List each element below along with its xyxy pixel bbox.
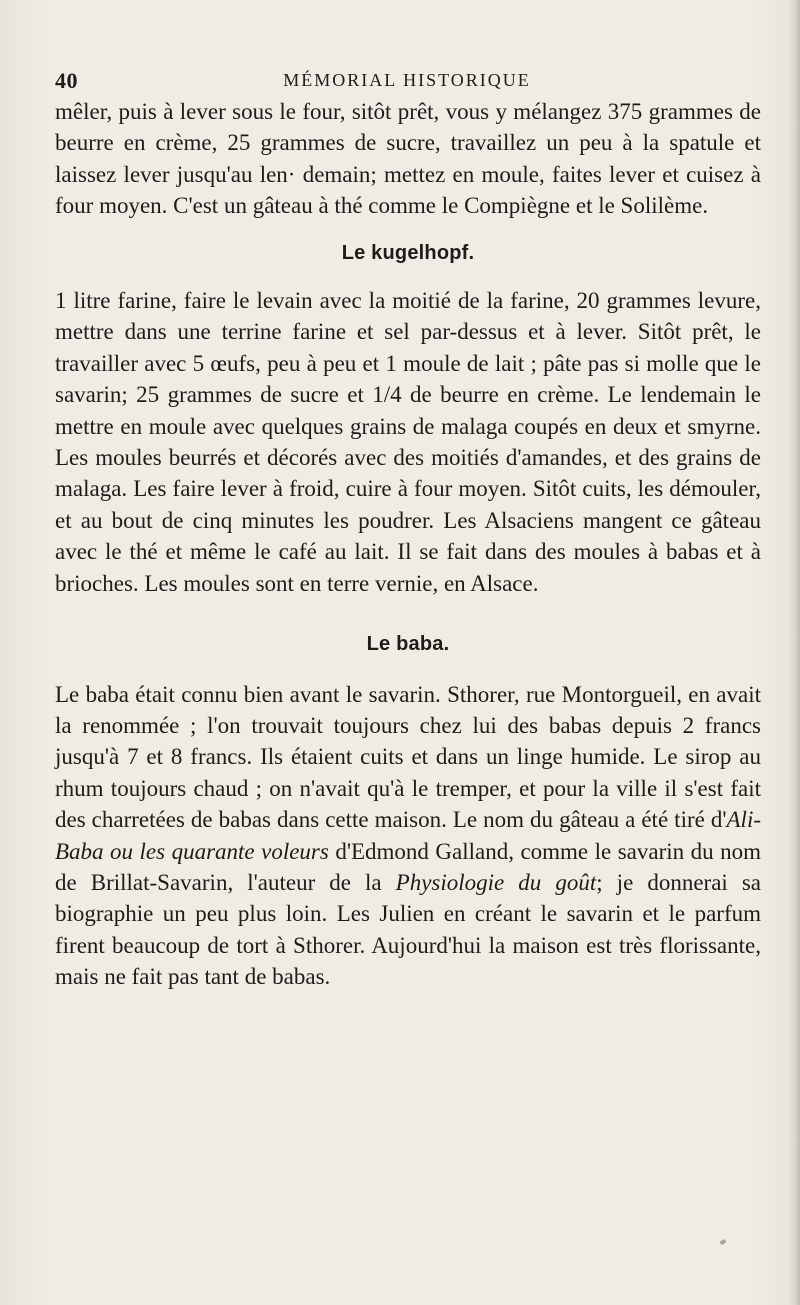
page-number: 40 — [55, 68, 78, 93]
running-title: MÉMORIAL HISTORIQUE — [283, 70, 531, 90]
baba-text-part2: d'Edmond Galland, comme le savarin du nom de Brillat-Savarin, l'auteur de la — [55, 838, 762, 895]
baba-paragraph — [55, 679, 761, 993]
italic-title-ali-baba: Ali-Baba ou les quarante voleurs — [55, 807, 761, 864]
page-header — [55, 68, 759, 98]
italic-title-physiologie: Physiologie du goût — [395, 869, 597, 895]
page-edge-shadow — [788, 0, 800, 1305]
body-text — [55, 96, 761, 993]
kugelhopf-paragraph: 1 litre farine, faire le levain avec la moitié de la farine, 20 grammes levure, mettre dans une terrine farine et sel par-dessus et à lever. Sitôt prêt, le travailler avec 5 œufs, peu à peu et 1 moule de lait ; pâte pas si molle que le savarin; 25 grammes de sucre et 1/4 de beurre en crème. Le lendemain le mettre en moule avec quelques grains de malaga coupés en deux et smyrne. Les moules beurrés et décorés avec des moitiés d'amandes, et des grains de malaga. Les faire lever à froid, cuire à four moyen. Sitôt cuits, les démouler, et au bout de cinq minutes les poudrer. Les Alsaciens mangent ce gâteau avec le thé et même le café au lait. Il se fait dans des moules à babas et à brioches. Les moules sont en terre vernie, en Alsace. — [55, 288, 761, 596]
section-heading-kugelhopf: Le kugelhopf. — [341, 241, 475, 264]
intro-paragraph: mêler, puis à lever sous le four, sitôt prêt, vous y mélangez 375 grammes de beurre en crème, 25 grammes de sucre, travaillez un peu à la spatule et laissez lever jusqu'au len· demain; mettez en moule, faites lever et cuisez à four moyen. C'est un gâteau à thé comme le Compiègne et le Solilème. — [55, 99, 761, 219]
ink-speck — [719, 1239, 726, 1245]
baba-text-part1: Le baba était connu bien avant le savarin. Sthorer, rue Montorgueil, en avait la renommée ; l'on trouvait toujours chez lui des babas depuis 2 francs jusqu'à 7 et 8 francs. Ils étaient cuits et dans un linge humide. Le sirop au rhum toujours chaud ; on n'avait qu'à le tremper, et pour la ville il s'est fait des charretées de babas dans cette maison. Le nom du gâteau a été tiré d' — [55, 681, 761, 833]
baba-text-part3: ; je donnerai sa biographie un peu plus loin. Les Julien en créant le savarin et le parfum firent beaucoup de tort à Sthorer. Aujourd'hui la maison est très florissante, mais ne fait pas tant de babas. — [55, 869, 761, 990]
section-heading-baba: Le baba. — [366, 633, 450, 656]
